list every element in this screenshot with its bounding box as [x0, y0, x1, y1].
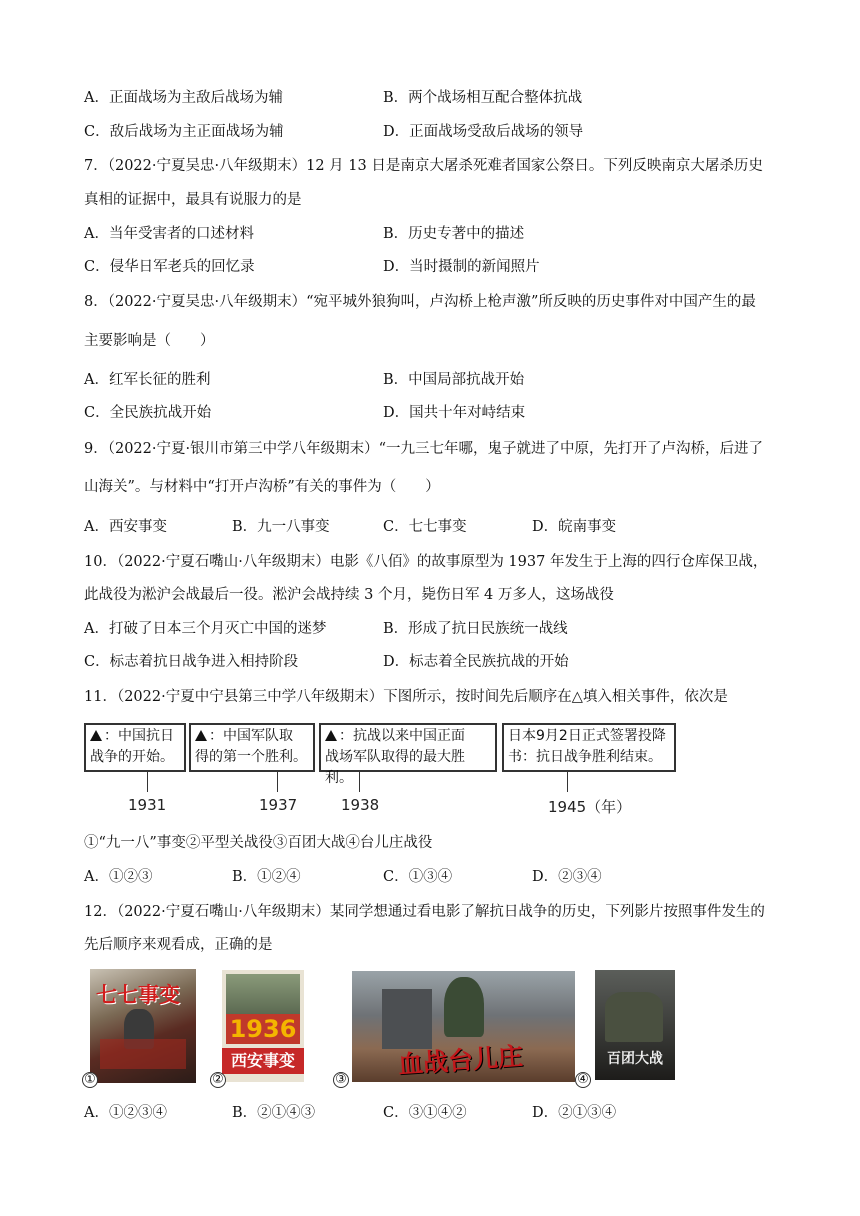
q7-option-a: A．当年受害者的口述材料 — [84, 226, 254, 242]
poster-number: ① — [82, 1072, 98, 1088]
q12-option-a: A．①②③④ — [84, 1105, 167, 1121]
timeline-tick — [359, 772, 360, 792]
q6-option-c: C．敌后战场为主正面战场为辅 — [84, 124, 284, 140]
poster-year: 1936 — [226, 1014, 300, 1044]
q9-option-d: D．皖南事变 — [532, 519, 617, 535]
q12-stem-line2: 先后顺序来观看成，正确的是 — [84, 937, 273, 953]
timeline-box-text: 战场军队取得的最大胜利。 — [325, 749, 465, 786]
timeline-year: 1937 — [259, 796, 298, 814]
movie-poster-4 — [595, 970, 675, 1080]
q11-option-a: A．①②③ — [84, 869, 153, 885]
q8-option-b: B．中国局部抗战开始 — [383, 372, 525, 388]
poster-number: ④ — [575, 1072, 591, 1088]
q8-option-a: A．红军长征的胜利 — [84, 372, 211, 388]
q9-option-c: C．七七事变 — [383, 519, 467, 535]
poster-title: 七七事变 — [96, 983, 180, 1007]
q10-option-b: B．形成了抗日民族统一战线 — [383, 621, 568, 637]
timeline-box-1938 — [319, 723, 497, 786]
q11-stem-line1: 11．（2022·宁夏中宁县第三中学八年级期末）下图所示，按时间先后顺序在△填入相关事件，依次是 — [84, 689, 728, 705]
q11-option-d: D．②③④ — [532, 869, 602, 885]
timeline-box-text: ：中国军队取 — [209, 728, 293, 744]
q7-option-d: D．当时摄制的新闻照片 — [383, 259, 540, 275]
q6-option-a: A．正面战场为主敌后战场为辅 — [84, 90, 283, 106]
q12-stem-line1: 12．（2022·宁夏石嘴山·八年级期末）某同学想通过看电影了解抗日战争的历史，下列影片按照事件发生的 — [84, 904, 765, 920]
timeline-tick — [277, 772, 278, 792]
movie-poster-1 — [90, 969, 196, 1083]
timeline-box-1937 — [189, 723, 315, 772]
q10-stem-line1: 10．（2022·宁夏石嘴山·八年级期末）电影《八佰》的故事原型为 1937 年发生于上海的四行仓库保卫战， — [84, 554, 768, 570]
timeline-box-text: 战争的开始。 — [90, 749, 174, 765]
q8-stem-line1: 8．（2022·宁夏吴忠·八年级期末）“宛平城外狼狗叫，卢沟桥上枪声激”所反映的历史事件对中国产生的最 — [84, 294, 756, 310]
q11-items: ①“九一八”事变②平型关战役③百团大战④台儿庄战役 — [84, 835, 433, 851]
triangle-icon — [90, 730, 102, 741]
timeline-box-text: ：中国抗日 — [104, 728, 174, 744]
q10-option-d: D．标志着全民族抗战的开始 — [383, 654, 569, 670]
q6-option-b: B．两个战场相互配合整体抗战 — [383, 90, 583, 106]
timeline-box-text: 书：抗日战争胜利结束。 — [508, 749, 662, 765]
q6-option-d: D．正面战场受敌后战场的领导 — [383, 124, 584, 140]
q12-option-b: B．②①④③ — [232, 1105, 316, 1121]
q11-option-c: C．①③④ — [383, 869, 453, 885]
q7-stem-line1: 7．（2022·宁夏吴忠·八年级期末）12 月 13 日是南京大屠杀死难者国家公祭日。下列反映南京大屠杀历史 — [84, 158, 763, 174]
q7-option-b: B．历史专著中的描述 — [383, 226, 525, 242]
q12-option-c: C．③①④② — [383, 1105, 467, 1121]
q8-option-d: D．国共十年对峙结束 — [383, 405, 526, 421]
q12-option-d: D．②①③④ — [532, 1105, 617, 1121]
timeline-year: 1931 — [128, 796, 167, 814]
timeline-tick — [567, 772, 568, 792]
q7-option-c: C．侵华日军老兵的回忆录 — [84, 259, 255, 275]
poster-title: 西安事变 — [222, 1048, 304, 1074]
q7-stem-line2: 真相的证据中，最具有说服力的是 — [84, 192, 302, 208]
poster-number: ③ — [333, 1072, 349, 1088]
triangle-icon — [195, 730, 207, 741]
movie-poster-2 — [222, 970, 304, 1082]
q8-stem-line2: 主要影响是（ ） — [84, 333, 215, 349]
timeline-box-text: ：抗战以来中国正面 — [339, 728, 465, 744]
q9-stem-line1: 9．（2022·宁夏·银川市第三中学八年级期末）“一九三七年哪，鬼子就进了中原，先打开了卢沟桥，后进了 — [84, 441, 764, 457]
q9-stem-line2: 山海关”。与材料中“打开卢沟桥”有关的事件为（ ） — [84, 479, 440, 495]
triangle-icon — [325, 730, 337, 741]
timeline-year: 1945（年） — [548, 798, 632, 816]
q10-stem-line2: 此战役为淞沪会战最后一役。淞沪会战持续 3 个月，毙伤日军 4 万多人，这场战役 — [84, 587, 614, 603]
q9-option-a: A．西安事变 — [84, 519, 167, 535]
q9-option-b: B．九一八事变 — [232, 519, 330, 535]
q8-option-c: C．全民族抗战开始 — [84, 405, 212, 421]
poster-title: 血战台儿庄 — [397, 1041, 524, 1080]
q10-option-c: C．标志着抗日战争进入相持阶段 — [84, 654, 299, 670]
timeline-box-text: 得的第一个胜利。 — [195, 749, 307, 765]
poster-title: 百团大战 — [607, 1051, 663, 1067]
timeline-box-1931 — [84, 723, 186, 772]
timeline-year: 1938 — [341, 796, 380, 814]
timeline-tick — [147, 772, 148, 792]
poster-number: ② — [210, 1072, 226, 1088]
q10-option-a: A．打破了日本三个月灭亡中国的迷梦 — [84, 621, 327, 637]
timeline-box-text: 日本9月2日正式签署投降 — [508, 728, 666, 744]
timeline-box-1945 — [502, 723, 676, 772]
q11-option-b: B．①②④ — [232, 869, 301, 885]
movie-poster-3 — [352, 971, 575, 1082]
